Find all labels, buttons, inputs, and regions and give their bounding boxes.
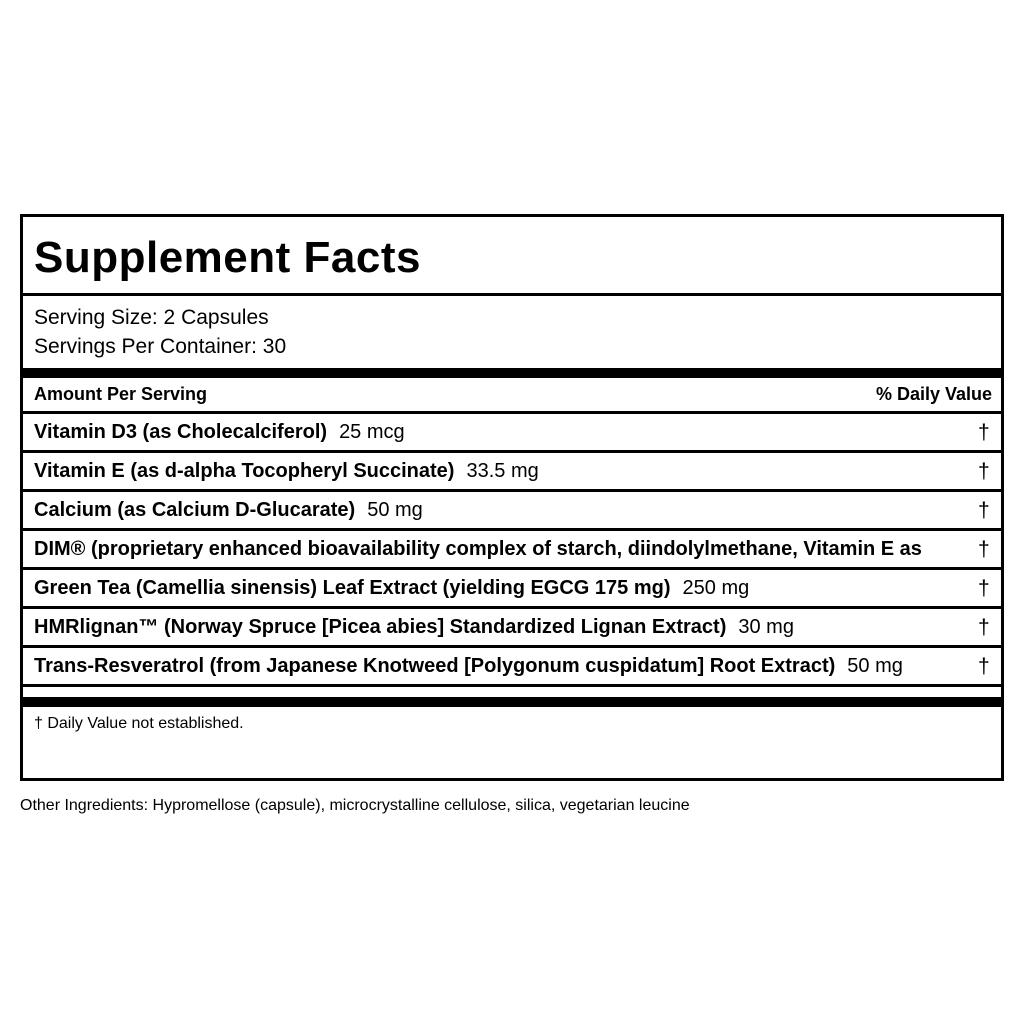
title-divider bbox=[23, 293, 1001, 296]
thick-divider-top bbox=[23, 368, 1001, 378]
ingredient-amount: 30 mg bbox=[738, 616, 794, 638]
daily-value-header: % Daily Value bbox=[875, 384, 992, 404]
servings-per-container: Servings Per Container: 30 bbox=[34, 335, 287, 358]
ingredient-name: DIM® (proprietary enhanced bioavailability complex of starch, diindolylmethane, Vitamin E as bbox=[34, 538, 922, 560]
row-divider bbox=[23, 684, 1001, 687]
ingredient-name: Trans-Resveratrol (from Japanese Knotweed [Polygonum cuspidatum] Root Extract) bbox=[34, 655, 836, 677]
ingredient-row bbox=[23, 531, 1001, 567]
ingredient-row bbox=[23, 648, 1001, 684]
daily-value-dagger: † bbox=[978, 577, 990, 600]
ingredient-text bbox=[34, 538, 934, 561]
ingredient-amount: 50 mg bbox=[367, 499, 423, 521]
ingredient-amount: 25 mcg bbox=[339, 421, 405, 443]
ingredient-row bbox=[23, 492, 1001, 528]
daily-value-dagger: † bbox=[978, 460, 990, 483]
ingredient-amount: 50 mg bbox=[847, 655, 903, 677]
amount-per-serving-header: Amount Per Serving bbox=[34, 384, 208, 404]
ingredient-text bbox=[34, 577, 749, 600]
thick-divider-bottom bbox=[23, 697, 1001, 707]
ingredient-text bbox=[34, 460, 539, 483]
ingredient-text bbox=[34, 655, 903, 678]
daily-value-dagger: † bbox=[978, 421, 990, 444]
serving-size: Serving Size: 2 Capsules bbox=[34, 306, 269, 329]
ingredient-row bbox=[23, 609, 1001, 645]
panel-title: Supplement Facts bbox=[34, 233, 421, 282]
ingredient-amount: 250 mg bbox=[682, 577, 750, 599]
daily-value-dagger: † bbox=[978, 499, 990, 522]
ingredient-name: HMRlignan™ (Norway Spruce [Picea abies] Standardized Lignan Extract) bbox=[34, 616, 727, 638]
ingredient-row bbox=[23, 414, 1001, 450]
ingredient-name: Vitamin D3 (as Cholecalciferol) bbox=[34, 421, 328, 443]
daily-value-dagger: † bbox=[978, 655, 990, 678]
ingredient-text bbox=[34, 616, 794, 639]
ingredient-row bbox=[23, 570, 1001, 606]
ingredient-name: Green Tea (Camellia sinensis) Leaf Extract (yielding EGCG 175 mg) bbox=[34, 577, 671, 599]
daily-value-dagger: † bbox=[978, 616, 990, 639]
ingredient-text bbox=[34, 421, 405, 444]
supplement-facts-panel bbox=[20, 214, 1004, 781]
ingredient-amount: 33.5 mg bbox=[466, 460, 539, 482]
ingredient-text bbox=[34, 499, 423, 522]
ingredient-name: Calcium (as Calcium D-Glucarate) bbox=[34, 499, 356, 521]
ingredient-row bbox=[23, 453, 1001, 489]
footnote: † Daily Value not established. bbox=[34, 715, 244, 732]
ingredient-name: Vitamin E (as d-alpha Tocopheryl Succinate) bbox=[34, 460, 455, 482]
daily-value-dagger: † bbox=[978, 538, 990, 561]
other-ingredients: Other Ingredients: Hypromellose (capsule), microcrystalline cellulose, silica, vegetarian leucine bbox=[20, 797, 690, 814]
